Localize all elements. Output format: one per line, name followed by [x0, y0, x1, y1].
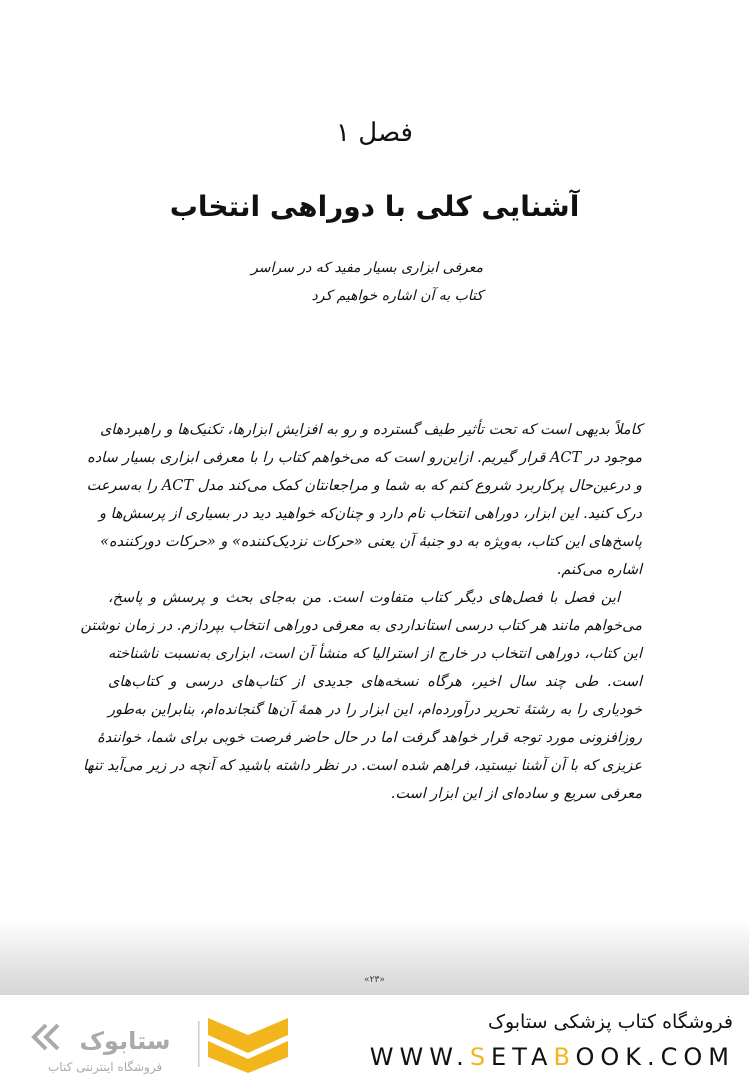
text-line: پاسخ‌های این کتاب، به‌ویژه به دو جنبهٔ آن یعنی «حرکات نزدیک‌کننده» و «حرکات دورکننده»	[100, 534, 642, 550]
chapter-title: آشنایی کلی با دوراهی انتخاب	[169, 190, 580, 223]
chevron-logo-icon	[208, 1018, 288, 1073]
text-line: اشاره می‌کنم.	[556, 562, 642, 578]
text-line: این فصل با فصل‌های دیگر کتاب متفاوت است. من به‌جای بحث و پرسش و پاسخ،	[108, 590, 620, 606]
store-url[interactable]	[370, 1042, 735, 1072]
text-line: کاملاً بدیهی است که تحت تأثیر طیف گسترده و رو به افزایش ابزارها، تکنیک‌ها و راهبردهای	[99, 422, 642, 438]
url-part: WWW.	[369, 1043, 470, 1071]
text-line: معرفی سریع و ساده‌ای از این ابزار است.	[390, 786, 642, 802]
text-line: روزافزونی مورد توجه قرار خواهد گرفت اما در حال حاضر فرصت خوبی برای شما، خوانندهٔ	[97, 730, 642, 746]
double-chevron-icon	[34, 1025, 58, 1049]
url-part: B	[553, 1043, 576, 1071]
paragraph-1	[86, 416, 642, 584]
store-name: فروشگاه کتاب پزشکی ستابوک	[487, 1011, 733, 1033]
text-line: درک کنید. این ابزار، دوراهی انتخاب نام دارد و چنان‌که خواهید دید در بسیاری از پرسش‌ها و	[98, 506, 642, 522]
text-line: خودیاری را به رشتهٔ تحریر درآورده‌ام، این ابزار را در همهٔ آن‌ها گنجانده‌ام، بنابراین به‌طور	[108, 702, 642, 718]
text-line: و درعین‌حال پرکاربرد شروع کنم که به شما و مراجعانتان کمک می‌کند مدل ACT را به‌سرعت	[86, 478, 642, 494]
text-line: عزیزی که با آن آشنا نیستید، فراهم شده است. در نظر داشته باشید که آنچه در زیر می‌آید تنها	[83, 758, 642, 774]
subtitle-line: کتاب به آن اشاره خواهیم کرد	[311, 288, 483, 304]
url-part: OOK.COM	[575, 1043, 735, 1071]
page-number: «۲۳»	[364, 975, 385, 985]
url-part: ETA	[491, 1043, 554, 1071]
paragraph-2	[80, 584, 642, 808]
text-line: موجود در ACT قرار گیریم. ازاین‌رو است که می‌خواهم کتاب را با معرفی ابزاری بسیار ساده	[87, 450, 642, 466]
url-part: S	[469, 1043, 492, 1071]
logo-tagline: فروشگاه اینترنتی کتاب	[48, 1060, 163, 1074]
logo-text: ستابوک	[79, 1027, 171, 1055]
body-text	[80, 416, 642, 808]
subtitle-line: معرفی ابزاری بسیار مفید که در سراسر	[251, 260, 483, 276]
text-line: می‌خواهم مانند هر کتاب درسی استانداردی به معرفی دوراهی انتخاب بپردازم. در زمان نوشتن	[80, 618, 642, 634]
text-line: این کتاب، دوراهی انتخاب در خارج از استرالیا که منشأ آن است، ابزاری به‌نسبت ناشناخته	[108, 646, 642, 662]
chapter-subtitle	[251, 254, 483, 310]
chapter-label: فصل ۱	[336, 118, 413, 148]
text-line: است. طی چند سال اخیر، هرگاه نسخه‌های جدیدی از کتاب‌های درسی و کتاب‌های	[108, 674, 642, 690]
